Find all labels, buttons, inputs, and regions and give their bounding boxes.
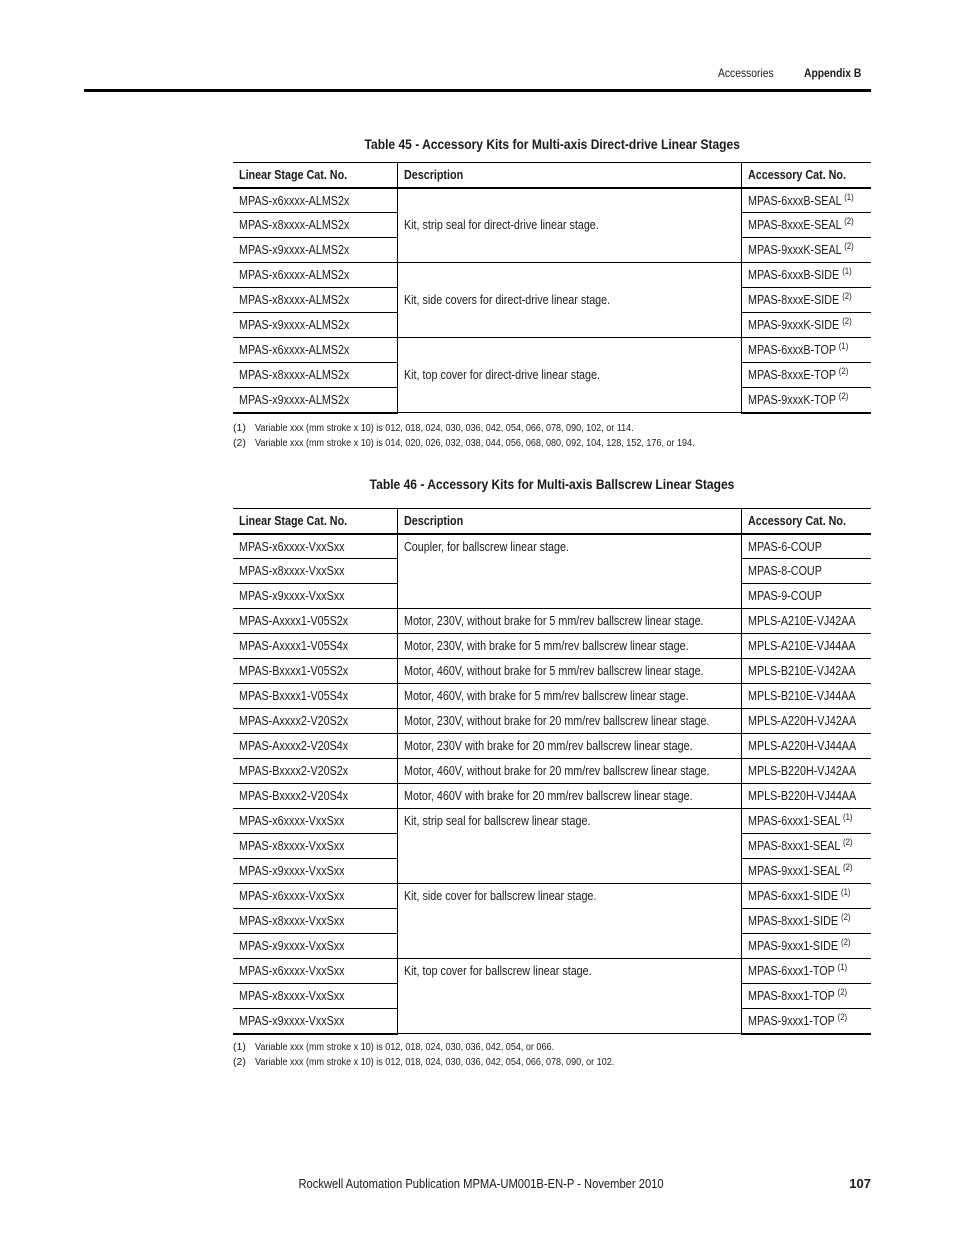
accessory-cat-no: MPAS-8xxxE-SEAL $^{(2)}$ xyxy=(741,213,871,238)
accessory-cat-no: MPAS-8xxx1-SEAL $^{(2)}$ xyxy=(741,834,871,859)
description-cell: Kit, side covers for direct-drive linear stage. xyxy=(397,263,741,338)
accessory-cat-no: MPAS-8xxx1-SIDE $^{(2)}$ xyxy=(741,909,871,934)
accessory-cat-no: MPAS-8xxx1-TOP $^{(2)}$ xyxy=(741,984,871,1009)
header-section: Accessories xyxy=(717,66,774,80)
footnote-ref: (2) xyxy=(840,911,850,922)
description-cell: Kit, top cover for direct-drive linear stage. xyxy=(397,338,741,413)
footnote-ref: (2) xyxy=(841,315,852,326)
stage-cat-no: MPAS-x9xxxx-VxxSxx xyxy=(233,1009,397,1034)
stage-cat-no: MPAS-Bxxxx2-V20S2x xyxy=(233,759,397,784)
accessory-cat-no: MPLS-A210E-VJ42AA xyxy=(741,609,871,634)
stage-cat-no: MPAS-x8xxxx-ALMS2x xyxy=(233,213,397,238)
footnote-ref: (2) xyxy=(843,215,854,226)
table46 xyxy=(233,508,871,1035)
footnote-ref: (2) xyxy=(842,861,852,872)
accessory-cat-no: MPAS-9xxx1-TOP $^{(2)}$ xyxy=(741,1009,871,1034)
table-header-row xyxy=(233,163,871,188)
footnote-ref: (1) xyxy=(838,340,848,351)
footnote-ref: (2) xyxy=(840,936,850,947)
footnote-ref: (1) xyxy=(837,961,847,972)
column-header: Description xyxy=(397,163,741,188)
accessory-cat-no: MPAS-6xxx1-TOP $^{(1)}$ xyxy=(741,959,871,984)
table45-footnotes xyxy=(233,421,766,451)
accessory-cat-no: MPAS-6xxxB-SIDE $^{(1)}$ xyxy=(741,263,871,288)
accessory-cat-no: MPAS-6xxxB-TOP $^{(1)}$ xyxy=(741,338,871,363)
stage-cat-no: MPAS-Axxxx1-V05S4x xyxy=(233,634,397,659)
stage-cat-no: MPAS-x9xxxx-ALMS2x xyxy=(233,238,397,263)
accessory-cat-no: MPLS-A220H-VJ44AA xyxy=(741,734,871,759)
column-header: Accessory Cat. No. xyxy=(741,509,871,534)
table-row xyxy=(233,959,871,984)
stage-cat-no: MPAS-x6xxxx-VxxSxx xyxy=(233,534,397,559)
stage-cat-no: MPAS-x6xxxx-ALMS2x xyxy=(233,188,397,213)
table45-caption: Table 45 - Accessory Kits for Multi-axis Direct-drive Linear Stages xyxy=(364,136,740,152)
accessory-cat-no: MPAS-9-COUP xyxy=(741,584,871,609)
accessory-cat-no: MPLS-B210E-VJ42AA xyxy=(741,659,871,684)
table-row xyxy=(233,188,871,213)
header-appendix: Appendix B xyxy=(804,66,862,80)
table46-caption: Table 46 - Accessory Kits for Multi-axis Ballscrew Linear Stages xyxy=(369,476,735,492)
stage-cat-no: MPAS-x9xxxx-ALMS2x xyxy=(233,388,397,413)
table-row xyxy=(233,784,871,809)
description-cell: Motor, 460V with brake for 20 mm/rev ballscrew linear stage. xyxy=(397,784,741,809)
accessory-cat-no: MPAS-9xxx1-SIDE $^{(2)}$ xyxy=(741,934,871,959)
description-cell: Motor, 230V with brake for 20 mm/rev ballscrew linear stage. xyxy=(397,734,741,759)
description-cell: Kit, strip seal for ballscrew linear stage. xyxy=(397,809,741,884)
footnote-ref: (1) xyxy=(843,191,854,202)
table45 xyxy=(233,162,871,414)
stage-cat-no: MPAS-x9xxxx-VxxSxx xyxy=(233,859,397,884)
accessory-cat-no: MPAS-6xxx1-SEAL $^{(1)}$ xyxy=(741,809,871,834)
description-cell: Motor, 230V, without brake for 5 mm/rev ballscrew linear stage. xyxy=(397,609,741,634)
table46-footnotes xyxy=(233,1040,673,1070)
description-cell: Kit, side cover for ballscrew linear stage. xyxy=(397,884,741,959)
page-number: 107 xyxy=(849,1176,871,1191)
table-row xyxy=(233,609,871,634)
accessory-cat-no: MPAS-9xxx1-SEAL $^{(2)}$ xyxy=(741,859,871,884)
accessory-cat-no: MPAS-6xxxB-SEAL $^{(1)}$ xyxy=(741,188,871,213)
footnote-ref: (2) xyxy=(837,1011,847,1022)
stage-cat-no: MPAS-x6xxxx-VxxSxx xyxy=(233,809,397,834)
stage-cat-no: MPAS-x9xxxx-VxxSxx xyxy=(233,584,397,609)
footnote-ref: (1) xyxy=(842,811,852,822)
accessory-cat-no: MPAS-9xxxK-TOP $^{(2)}$ xyxy=(741,388,871,413)
table-row xyxy=(233,684,871,709)
description-cell: Coupler, for ballscrew linear stage. xyxy=(397,534,741,609)
table-row xyxy=(233,263,871,288)
stage-cat-no: MPAS-x6xxxx-ALMS2x xyxy=(233,263,397,288)
stage-cat-no: MPAS-x8xxxx-VxxSxx xyxy=(233,984,397,1009)
accessory-cat-no: MPAS-6-COUP xyxy=(741,534,871,559)
footnote-ref: (2) xyxy=(838,365,848,376)
footnote: (1) Variable xxx (mm stroke x 10) is 012, 018, 024, 030, 036, 042, 054, or 066. xyxy=(233,1041,554,1053)
footnote-ref: (1) xyxy=(841,265,852,276)
header-rule xyxy=(84,89,871,92)
stage-cat-no: MPAS-x8xxxx-ALMS2x xyxy=(233,363,397,388)
footnote: (2) Variable xxx (mm stroke x 10) is 012, 018, 024, 030, 036, 042, 054, 066, 078, 090, or 102. xyxy=(233,1056,615,1068)
accessory-cat-no: MPAS-9xxxK-SIDE $^{(2)}$ xyxy=(741,313,871,338)
table-row xyxy=(233,338,871,363)
stage-cat-no: MPAS-x6xxxx-VxxSxx xyxy=(233,959,397,984)
stage-cat-no: MPAS-Axxxx2-V20S2x xyxy=(233,709,397,734)
accessory-cat-no: MPAS-8xxxE-TOP $^{(2)}$ xyxy=(741,363,871,388)
accessory-cat-no: MPLS-B220H-VJ44AA xyxy=(741,784,871,809)
stage-cat-no: MPAS-Bxxxx1-V05S4x xyxy=(233,684,397,709)
description-cell: Motor, 460V, without brake for 5 mm/rev ballscrew linear stage. xyxy=(397,659,741,684)
accessory-cat-no: MPAS-8-COUP xyxy=(741,559,871,584)
footnote-ref: (2) xyxy=(842,836,852,847)
accessory-cat-no: MPLS-B220H-VJ42AA xyxy=(741,759,871,784)
table-row xyxy=(233,534,871,559)
page-header xyxy=(718,66,871,80)
publication-info: Rockwell Automation Publication MPMA-UM001B-EN-P - November 2010 xyxy=(298,1176,664,1191)
description-cell: Motor, 460V, without brake for 20 mm/rev ballscrew linear stage. xyxy=(397,759,741,784)
table-row xyxy=(233,659,871,684)
table-row xyxy=(233,709,871,734)
accessory-cat-no: MPAS-6xxx1-SIDE $^{(1)}$ xyxy=(741,884,871,909)
stage-cat-no: MPAS-x8xxxx-VxxSxx xyxy=(233,559,397,584)
column-header: Linear Stage Cat. No. xyxy=(233,509,397,534)
column-header: Description xyxy=(397,509,741,534)
footnote-ref: (2) xyxy=(843,240,854,251)
table-row xyxy=(233,734,871,759)
accessory-cat-no: MPLS-A210E-VJ44AA xyxy=(741,634,871,659)
table-row xyxy=(233,759,871,784)
footnote-ref: (2) xyxy=(841,290,852,301)
stage-cat-no: MPAS-x8xxxx-VxxSxx xyxy=(233,834,397,859)
table-header-row xyxy=(233,509,871,534)
table-row xyxy=(233,809,871,834)
footnote: (1) Variable xxx (mm stroke x 10) is 012, 018, 024, 030, 036, 042, 054, 066, 078, 090, 102, or 114. xyxy=(233,422,634,434)
description-cell: Motor, 230V, without brake for 20 mm/rev ballscrew linear stage. xyxy=(397,709,741,734)
stage-cat-no: MPAS-Axxxx1-V05S2x xyxy=(233,609,397,634)
table-row xyxy=(233,884,871,909)
table-row xyxy=(233,634,871,659)
stage-cat-no: MPAS-x9xxxx-VxxSxx xyxy=(233,934,397,959)
footnote-ref: (2) xyxy=(838,390,848,401)
stage-cat-no: MPAS-x6xxxx-VxxSxx xyxy=(233,884,397,909)
footnote: (2) Variable xxx (mm stroke x 10) is 014, 020, 026, 032, 038, 044, 056, 068, 080, 092, 104, 128, 152, 176, or 194. xyxy=(233,437,695,449)
description-cell: Kit, top cover for ballscrew linear stage. xyxy=(397,959,741,1034)
stage-cat-no: MPAS-Axxxx2-V20S4x xyxy=(233,734,397,759)
stage-cat-no: MPAS-x8xxxx-VxxSxx xyxy=(233,909,397,934)
description-cell: Motor, 230V, with brake for 5 mm/rev ballscrew linear stage. xyxy=(397,634,741,659)
stage-cat-no: MPAS-x8xxxx-ALMS2x xyxy=(233,288,397,313)
description-cell: Kit, strip seal for direct-drive linear stage. xyxy=(397,188,741,263)
stage-cat-no: MPAS-Bxxxx2-V20S4x xyxy=(233,784,397,809)
accessory-cat-no: MPLS-A220H-VJ42AA xyxy=(741,709,871,734)
description-cell: Motor, 460V, with brake for 5 mm/rev ballscrew linear stage. xyxy=(397,684,741,709)
footnote-ref: (1) xyxy=(840,886,850,897)
stage-cat-no: MPAS-x6xxxx-ALMS2x xyxy=(233,338,397,363)
stage-cat-no: MPAS-x9xxxx-ALMS2x xyxy=(233,313,397,338)
accessory-cat-no: MPAS-8xxxE-SIDE $^{(2)}$ xyxy=(741,288,871,313)
stage-cat-no: MPAS-Bxxxx1-V05S2x xyxy=(233,659,397,684)
column-header: Accessory Cat. No. xyxy=(741,163,871,188)
column-header: Linear Stage Cat. No. xyxy=(233,163,397,188)
footnote-ref: (2) xyxy=(837,986,847,997)
accessory-cat-no: MPLS-B210E-VJ44AA xyxy=(741,684,871,709)
accessory-cat-no: MPAS-9xxxK-SEAL $^{(2)}$ xyxy=(741,238,871,263)
